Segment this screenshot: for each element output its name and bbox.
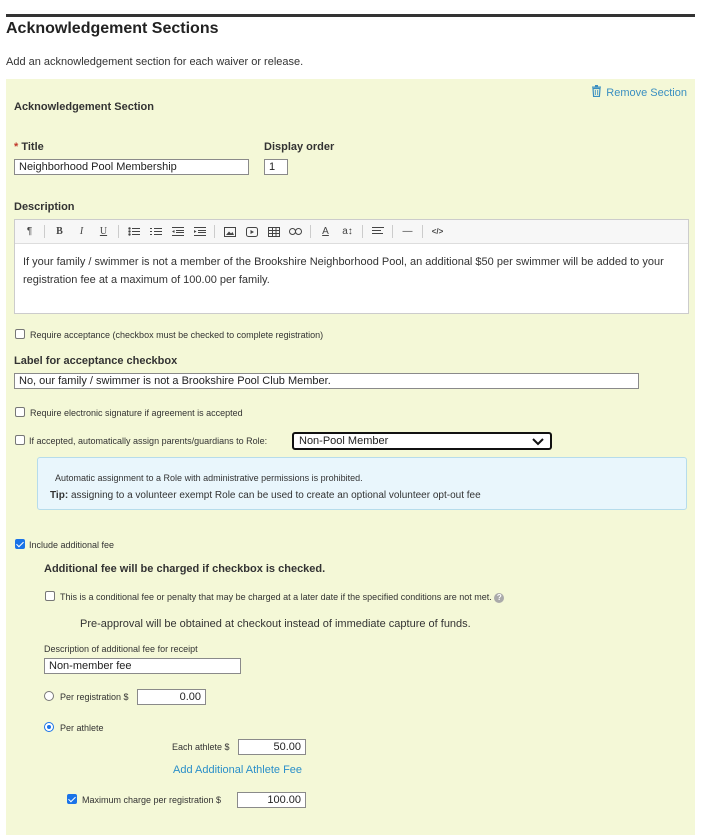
conditional-fee-label: This is a conditional fee or penalty that may be charged at a later date if the specified conditions are not met. ? — [60, 592, 504, 603]
required-marker: * — [14, 141, 19, 153]
toolbar-divider — [118, 225, 119, 238]
require-acceptance-checkbox[interactable] — [15, 329, 25, 339]
receipt-description-input[interactable] — [44, 658, 241, 674]
code-view-icon[interactable]: </> — [431, 227, 444, 236]
require-esignature-label: Require electronic signature if agreement is accepted — [30, 408, 243, 418]
acceptance-checkbox-label-heading: Label for acceptance checkbox — [14, 355, 178, 367]
tip-text: assigning to a volunteer exempt Role can be used to create an optional volunteer opt-out fee — [70, 490, 481, 501]
tip-label: Tip: — [50, 490, 69, 501]
display-order-label: Display order — [264, 141, 335, 153]
toolbar-divider — [44, 225, 45, 238]
acknowledgement-section-panel — [6, 79, 695, 835]
per-registration-label: Per registration $ — [60, 692, 129, 702]
per-registration-radio[interactable] — [44, 691, 54, 701]
require-acceptance-label: Require acceptance (checkbox must be checked to complete registration) — [30, 330, 324, 340]
per-athlete-radio[interactable] — [44, 722, 54, 732]
include-fee-label: Include additional fee — [29, 540, 115, 550]
help-icon[interactable]: ? — [494, 593, 504, 603]
editor-toolbar — [15, 220, 688, 244]
max-charge-input[interactable] — [237, 792, 306, 808]
preapproval-note: Pre-approval will be obtained at checkout instead of immediate capture of funds. — [80, 618, 471, 630]
require-esignature-checkbox[interactable] — [15, 407, 25, 417]
paragraph-icon[interactable]: ¶ — [26, 226, 33, 237]
display-order-input[interactable] — [264, 159, 288, 175]
align-icon[interactable] — [367, 222, 388, 241]
toolbar-divider — [214, 225, 215, 238]
toolbar-divider — [392, 225, 393, 238]
conditional-fee-checkbox[interactable] — [45, 591, 55, 601]
header-rule — [6, 14, 695, 17]
italic-icon[interactable]: I — [79, 226, 84, 237]
max-charge-label: Maximum charge per registration $ — [82, 795, 222, 805]
font-color-icon[interactable]: A — [322, 226, 329, 237]
assign-role-label: If accepted, automatically assign parents/guardians to Role: — [29, 436, 268, 446]
horizontal-rule-icon[interactable]: — — [402, 226, 413, 237]
description-editor[interactable] — [14, 219, 689, 314]
remove-section-label: Remove Section — [606, 86, 687, 99]
per-registration-input[interactable] — [137, 689, 206, 705]
each-athlete-label: Each athlete $ — [172, 742, 230, 752]
underline-icon[interactable]: U — [99, 226, 108, 237]
font-size-icon[interactable]: a↕ — [342, 226, 353, 237]
title-input[interactable] — [14, 159, 249, 175]
description-label: Description — [14, 201, 75, 213]
remove-section-button[interactable] — [591, 85, 687, 100]
acceptance-checkbox-label-input[interactable] — [14, 373, 639, 389]
page-subtitle: Add an acknowledgement section for each waiver or release. — [6, 56, 304, 68]
trash-icon — [591, 85, 602, 100]
page-title: Acknowledgement Sections — [6, 20, 219, 37]
max-charge-checkbox[interactable] — [67, 794, 77, 804]
description-text[interactable]: If your family / swimmer is not a member of the Brookshire Neighborhood Pool, an additional $50 per swimmer will be added to your registration fee at a maximum of 100.00 per family. — [23, 256, 664, 286]
assign-role-checkbox[interactable] — [15, 435, 25, 445]
receipt-description-label: Description of additional fee for receipt — [44, 644, 198, 654]
chevron-down-icon — [532, 436, 544, 450]
fee-charged-heading: Additional fee will be charged if checkbox is checked. — [44, 563, 326, 575]
outdent-icon[interactable] — [167, 222, 188, 241]
per-athlete-label: Per athlete — [60, 723, 104, 733]
toolbar-divider — [310, 225, 311, 238]
link-icon[interactable] — [285, 222, 306, 241]
include-fee-checkbox[interactable] — [15, 539, 25, 549]
role-info-box — [37, 457, 687, 510]
section-heading: Acknowledgement Section — [14, 101, 154, 113]
info-line: Automatic assignment to a Role with administrative permissions is prohibited. — [55, 473, 363, 483]
indent-icon[interactable] — [189, 222, 210, 241]
add-athlete-fee-link[interactable]: Add Additional Athlete Fee — [173, 764, 303, 776]
bold-icon[interactable]: B — [56, 226, 63, 237]
unordered-list-icon[interactable] — [123, 222, 144, 241]
video-icon[interactable] — [241, 222, 262, 241]
tip-line — [50, 490, 481, 501]
toolbar-divider — [362, 225, 363, 238]
title-label: * Title — [14, 141, 44, 153]
role-select[interactable] — [292, 432, 552, 450]
each-athlete-input[interactable] — [238, 739, 306, 755]
image-icon[interactable] — [219, 222, 240, 241]
toolbar-divider — [422, 225, 423, 238]
table-icon[interactable] — [263, 222, 284, 241]
role-selected-value: Non-Pool Member — [299, 435, 389, 447]
ordered-list-icon[interactable] — [145, 222, 166, 241]
